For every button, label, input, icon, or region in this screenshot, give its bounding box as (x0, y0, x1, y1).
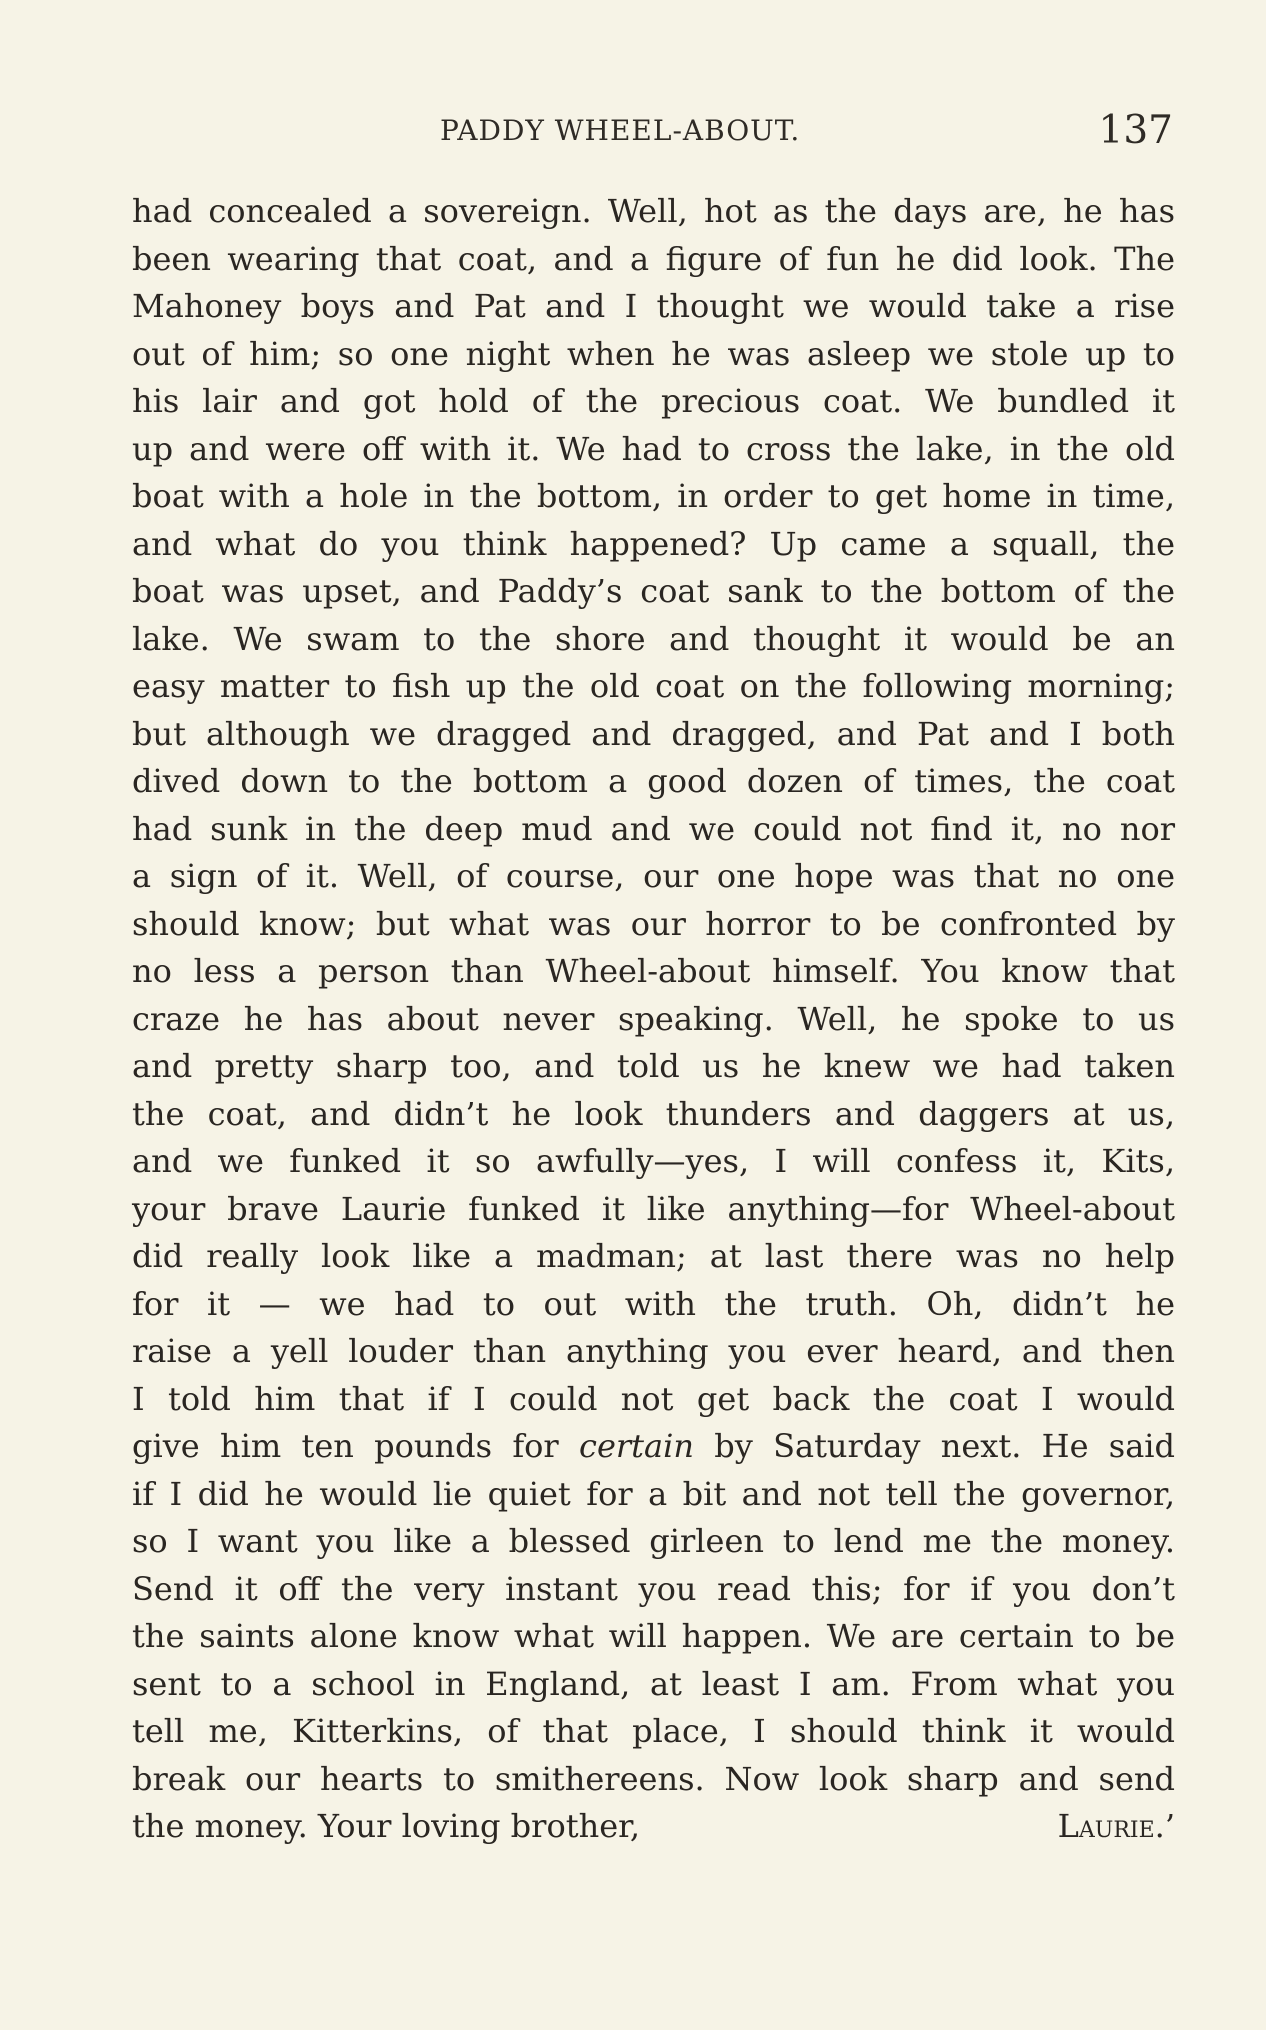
text-line: the saints alone know what will happen. We are certain to be (132, 1617, 1175, 1655)
text-line: a sign of it. Well, of course, our one hope was that no one (132, 857, 1175, 895)
text-line: up and were off with it. We had to cross the lake, in the old (132, 429, 1175, 468)
text-line: and we funked it so awfully—yes, I will confess it, Kits, (132, 1142, 1175, 1180)
italic-word: certain (579, 1427, 694, 1465)
line-segment: give him ten pounds for (132, 1427, 580, 1465)
text-line: tell me, Kitterkins, of that place, I should think it would (132, 1712, 1175, 1750)
text-line: no less a person than Wheel-about himself. You know that (132, 952, 1175, 990)
text-line: boat was upset, and Paddy’s coat sank to the bottom of the (132, 572, 1175, 610)
text-line: easy matter to fish up the old coat on the following morning; (132, 667, 1175, 705)
text-line: and pretty sharp too, and told us he knew we had taken (132, 1047, 1175, 1085)
text-line: your brave Laurie funked it like anything—for Wheel-about (132, 1189, 1175, 1228)
page-number: 137 (1098, 108, 1173, 153)
text-line: had concealed a sovereign. Well, hot as the days are, he has (132, 192, 1175, 230)
text-line: Mahoney boys and Pat and I thought we would take a rise (132, 287, 1175, 325)
body-text (132, 188, 1175, 1851)
closing-text: the money. Your loving brother, (132, 1807, 641, 1845)
text-line: had sunk in the deep mud and we could not find it, no nor (132, 809, 1175, 848)
text-line: his lair and got hold of the precious coat. We bundled it (132, 382, 1175, 420)
text-line: dived down to the bottom a good dozen of times, the coat (132, 762, 1175, 800)
line-segment: by Saturday next. He said (693, 1427, 1176, 1465)
text-line: and what do you think happened? Up came a squall, the (132, 524, 1175, 563)
signature: Laurie.’ (1057, 1807, 1175, 1845)
running-title: PADDY WHEEL-ABOUT. (440, 114, 801, 147)
text-line: break our hearts to smithereens. Now look sharp and send (132, 1759, 1175, 1798)
text-line: Send it off the very instant you read this; for if you don’t (132, 1569, 1175, 1608)
running-head (130, 108, 1178, 158)
text-line: raise a yell louder than anything you ever heard, and then (132, 1332, 1175, 1370)
text-line: but although we dragged and dragged, and Pat and I both (132, 714, 1175, 753)
text-line: the coat, and didn’t he look thunders and daggers at us, (132, 1094, 1175, 1133)
closing-line (132, 1803, 1175, 1851)
text-line: out of him; so one night when he was asleep we stole up to (132, 334, 1175, 373)
text-line: so I want you like a blessed girleen to lend me the money. (132, 1522, 1175, 1560)
text-line-with-italic (132, 1423, 1175, 1471)
text-line: should know; but what was our horror to be confronted by (132, 904, 1175, 943)
text-line: lake. We swam to the shore and thought it would be an (132, 619, 1175, 658)
text-line: sent to a school in England, at least I am. From what you (132, 1664, 1175, 1703)
text-line: I told him that if I could not get back the coat I would (132, 1379, 1175, 1418)
text-line: been wearing that coat, and a figure of fun he did look. The (132, 239, 1175, 278)
text-line: did really look like a madman; at last there was no help (132, 1237, 1175, 1275)
text-line: if I did he would lie quiet for a bit and not tell the governor, (132, 1474, 1175, 1513)
text-line: boat with a hole in the bottom, in order to get home in time, (132, 477, 1175, 515)
text-line: for it — we had to out with the truth. Oh, didn’t he (132, 1284, 1175, 1323)
text-line: craze he has about never speaking. Well, he spoke to us (132, 999, 1175, 1038)
